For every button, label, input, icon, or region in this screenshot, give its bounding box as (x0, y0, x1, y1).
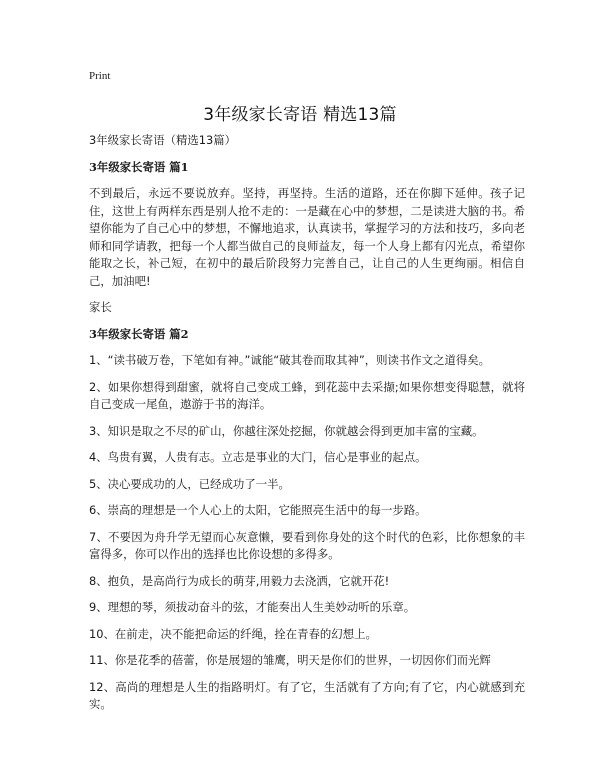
list-item: 8、抱负，是高尚行为成长的萌芽,用毅力去浇洒，它就开花! (89, 573, 390, 588)
list-item: 6、崇高的理想是一个人心上的太阳，它能照亮生活中的每一步路。 (89, 503, 427, 517)
list-item: 4、鸟贵有翼，人贵有志。立志是事业的大门，信心是事业的起点。 (89, 450, 427, 464)
section-2-heading: 3年级家长寄语 篇2 (89, 326, 189, 341)
list-item: 1、“读书破万卷，下笔如有神。”诚能“破其卷而取其神”，则读书作文之道得矣。 (89, 353, 491, 367)
list-item: 3、知识是取之不尽的矿山，你越往深处挖掘，你就越会得到更加丰富的宝藏。 (89, 423, 484, 438)
list-item: 9、理想的琴，须拔动奋斗的弦，才能奏出人生美妙动听的乐章。 (89, 600, 416, 614)
list-item: 5、决心要成功的人，已经成功了一半。 (89, 476, 290, 491)
list-item: 2、如果你想得到甜蜜，就将自己变成工蜂，到花蕊中去采撷;如果你想变得聪慧，就将自己变成一尾鱼，遨游于书的海洋。 (89, 379, 525, 411)
section-1-paragraph: 不到最后，永远不要说放弃。坚持，再坚持。生活的道路，还在你脚下延伸。孩子记住，这世上有两样东西是别人抢不走的：一是藏在心中的梦想，二是读进大脑的书。希望你能为了自己心中的梦想，不懈地追求，认真读书，掌握学习的方法和技巧，多向老师和同学请教，把每一个人都当做自己的良师益友，每一个人身上都有闪光点，希望你能取之长，补己短，在初中的最后阶段努力完善自己，让自己的人生更绚丽。相信自己，加油吧! (89, 186, 525, 288)
list-item: 11、你是花季的蓓蕾，你是展翅的雏鹰，明天是你们的世界，一切因你们而光辉 (89, 653, 491, 667)
document-title: 3年级家长寄语 精选13篇 (203, 105, 397, 125)
list-item: 12、高尚的理想是人生的指路明灯。有了它，生活就有了方向;有了它，内心就感到充实。 (89, 679, 525, 711)
section-1-signature: 家长 (89, 300, 112, 314)
list-item: 7、不要因为舟升学无望而心灰意懒，要看到你身处的这个时代的色彩，比你想象的丰富得多，你可以作出的选择也比你设想的多得多。 (89, 529, 525, 561)
subtitle: 3年级家长寄语（精选13篇） (89, 133, 237, 147)
section-1-heading: 3年级家长寄语 篇1 (89, 159, 189, 174)
document-body (89, 132, 525, 723)
print-link[interactable]: Print (89, 70, 111, 82)
list-item: 10、在前走，决不能把命运的纤绳，拴在青春的幻想上。 (89, 626, 377, 641)
